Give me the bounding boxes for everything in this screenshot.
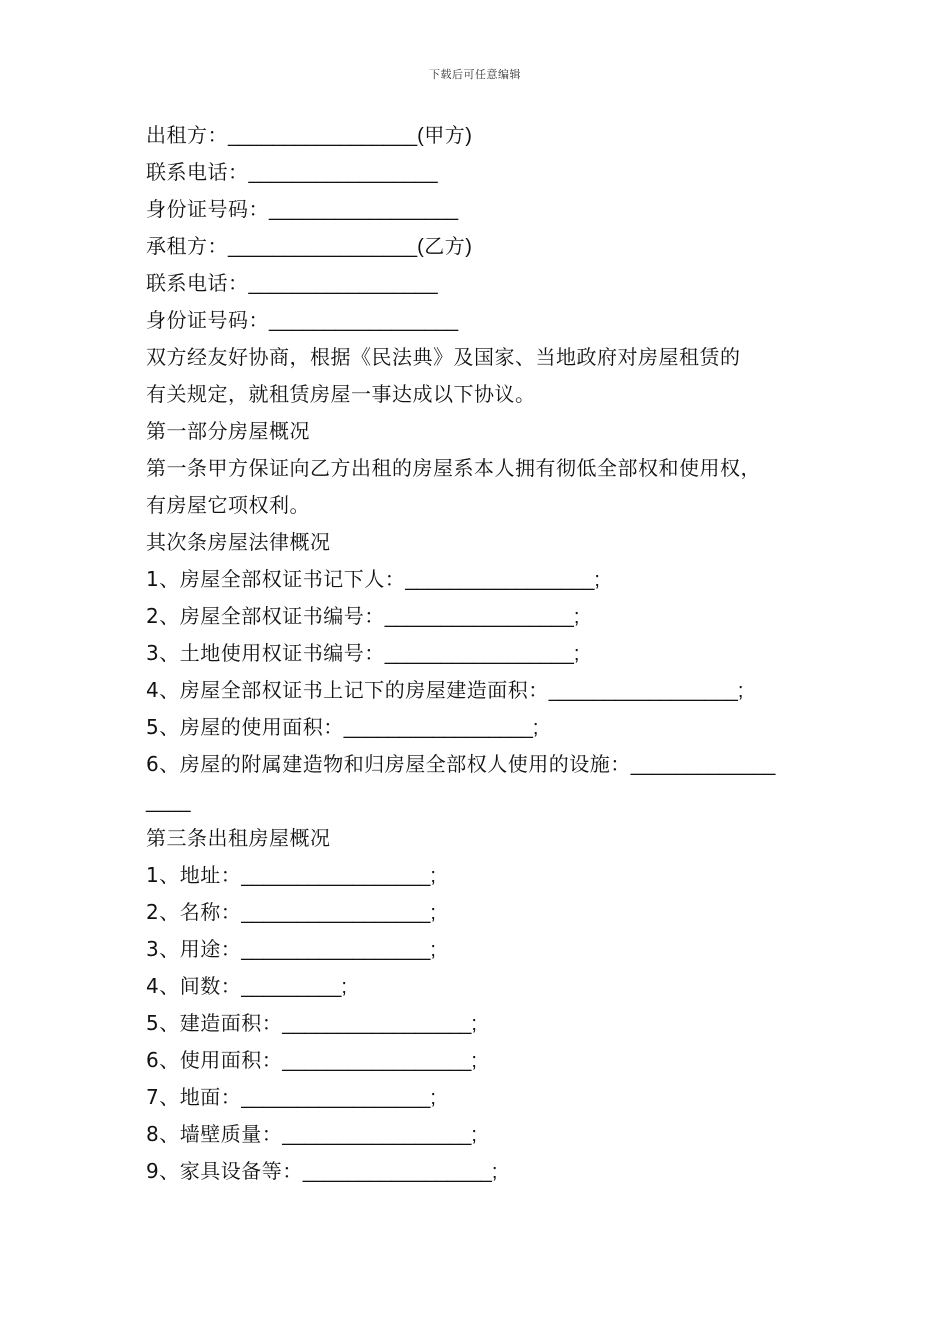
fill-blank: _____________ [630, 754, 776, 776]
line-tail: ; [471, 1013, 478, 1035]
line-tail: ; [491, 1161, 498, 1183]
line-label: 第三条出租房屋概况 [146, 826, 331, 850]
fill-blank: _________________ [241, 902, 431, 924]
fill-blank: _________________ [282, 1013, 472, 1035]
fill-blank: _________________ [384, 643, 574, 665]
contract-line [146, 228, 826, 265]
contract-line [146, 672, 826, 709]
section-heading [146, 524, 826, 561]
fill-blank: _________________ [282, 1124, 472, 1146]
contract-line [146, 931, 826, 968]
contract-line [146, 968, 826, 1005]
line-tail: ; [341, 976, 348, 998]
fill-blank: _________________ [269, 199, 459, 221]
fill-blank: _________ [241, 976, 342, 998]
line-tail: ; [430, 865, 437, 887]
line-label: 5、建造面积： [146, 1011, 283, 1035]
line-tail: (甲方) [417, 125, 473, 147]
section-heading [146, 413, 826, 450]
fill-blank: _________________ [384, 606, 574, 628]
contract-line [146, 302, 826, 339]
fill-blank: _________________ [269, 310, 459, 332]
contract-line [146, 783, 826, 820]
fill-blank: _________________ [241, 939, 431, 961]
line-label: 3、用途： [146, 937, 242, 961]
contract-line [146, 487, 826, 524]
line-tail: ; [737, 680, 744, 702]
line-label: 4、间数： [146, 974, 242, 998]
line-label: 8、墙壁质量： [146, 1122, 283, 1146]
line-label: 6、房屋的附属建造物和归房屋全部权人使用的设施： [146, 752, 631, 776]
contract-line [146, 635, 826, 672]
fill-blank: ____ [146, 791, 191, 813]
fill-blank: _________________ [343, 717, 533, 739]
line-tail: ; [573, 606, 580, 628]
contract-line [146, 450, 826, 487]
section-heading [146, 820, 826, 857]
line-label: 双方经友好协商，根据《民法典》及国家、当地政府对房屋租赁的 [146, 345, 741, 369]
line-tail: ; [532, 717, 539, 739]
line-tail: ; [430, 902, 437, 924]
contract-line [146, 154, 826, 191]
contract-line [146, 709, 826, 746]
fill-blank: _________________ [548, 680, 738, 702]
line-label: 5、房屋的使用面积： [146, 715, 344, 739]
line-tail: (乙方) [417, 236, 473, 258]
line-label: 1、地址： [146, 863, 242, 887]
line-label: 身份证号码： [146, 308, 269, 332]
contract-line [146, 857, 826, 894]
line-tail: ; [430, 1087, 437, 1109]
fill-blank: _________________ [241, 865, 431, 887]
contract-line [146, 265, 826, 302]
contract-line [146, 746, 826, 783]
fill-blank: _________________ [241, 1087, 431, 1109]
fill-blank: _________________ [228, 236, 418, 258]
line-label: 有关规定，就租赁房屋一事达成以下协议。 [146, 382, 536, 406]
line-label: 联系电话： [146, 160, 249, 184]
fill-blank: _________________ [282, 1050, 472, 1072]
contract-body [146, 117, 826, 1190]
fill-blank: _________________ [302, 1161, 492, 1183]
line-label: 身份证号码： [146, 197, 269, 221]
contract-line [146, 339, 826, 376]
line-label: 2、房屋全部权证书编号： [146, 604, 385, 628]
line-tail: ; [471, 1124, 478, 1146]
line-label: 其次条房屋法律概况 [146, 530, 331, 554]
contract-line [146, 1005, 826, 1042]
line-tail: ; [594, 569, 601, 591]
contract-line [146, 598, 826, 635]
contract-line [146, 1116, 826, 1153]
contract-line [146, 894, 826, 931]
fill-blank: _________________ [248, 273, 438, 295]
contract-line [146, 191, 826, 228]
line-tail: ; [471, 1050, 478, 1072]
line-label: 2、名称： [146, 900, 242, 924]
fill-blank: _________________ [228, 125, 418, 147]
contract-line [146, 1042, 826, 1079]
line-label: 4、房屋全部权证书上记下的房屋建造面积： [146, 678, 549, 702]
line-tail: ; [430, 939, 437, 961]
line-label: 1、房屋全部权证书记下人： [146, 567, 406, 591]
line-label: 6、使用面积： [146, 1048, 283, 1072]
page-header: 下载后可任意编辑 [429, 68, 521, 81]
contract-line [146, 1153, 826, 1190]
line-label: 3、土地使用权证书编号： [146, 641, 385, 665]
contract-line [146, 561, 826, 598]
line-tail: ; [573, 643, 580, 665]
contract-line [146, 1079, 826, 1116]
fill-blank: _________________ [405, 569, 595, 591]
line-label: 9、家具设备等： [146, 1159, 303, 1183]
line-label: 第一部分房屋概况 [146, 419, 310, 443]
line-label: 有房屋它项权利。 [146, 493, 310, 517]
contract-line [146, 376, 826, 413]
contract-line [146, 117, 826, 154]
line-label: 联系电话： [146, 271, 249, 295]
fill-blank: _________________ [248, 162, 438, 184]
line-label: 出租方： [146, 123, 228, 147]
line-label: 7、地面： [146, 1085, 242, 1109]
line-label: 承租方： [146, 234, 228, 258]
line-label: 第一条甲方保证向乙方出租的房屋系本人拥有彻低全部权和使用权， [146, 456, 761, 480]
